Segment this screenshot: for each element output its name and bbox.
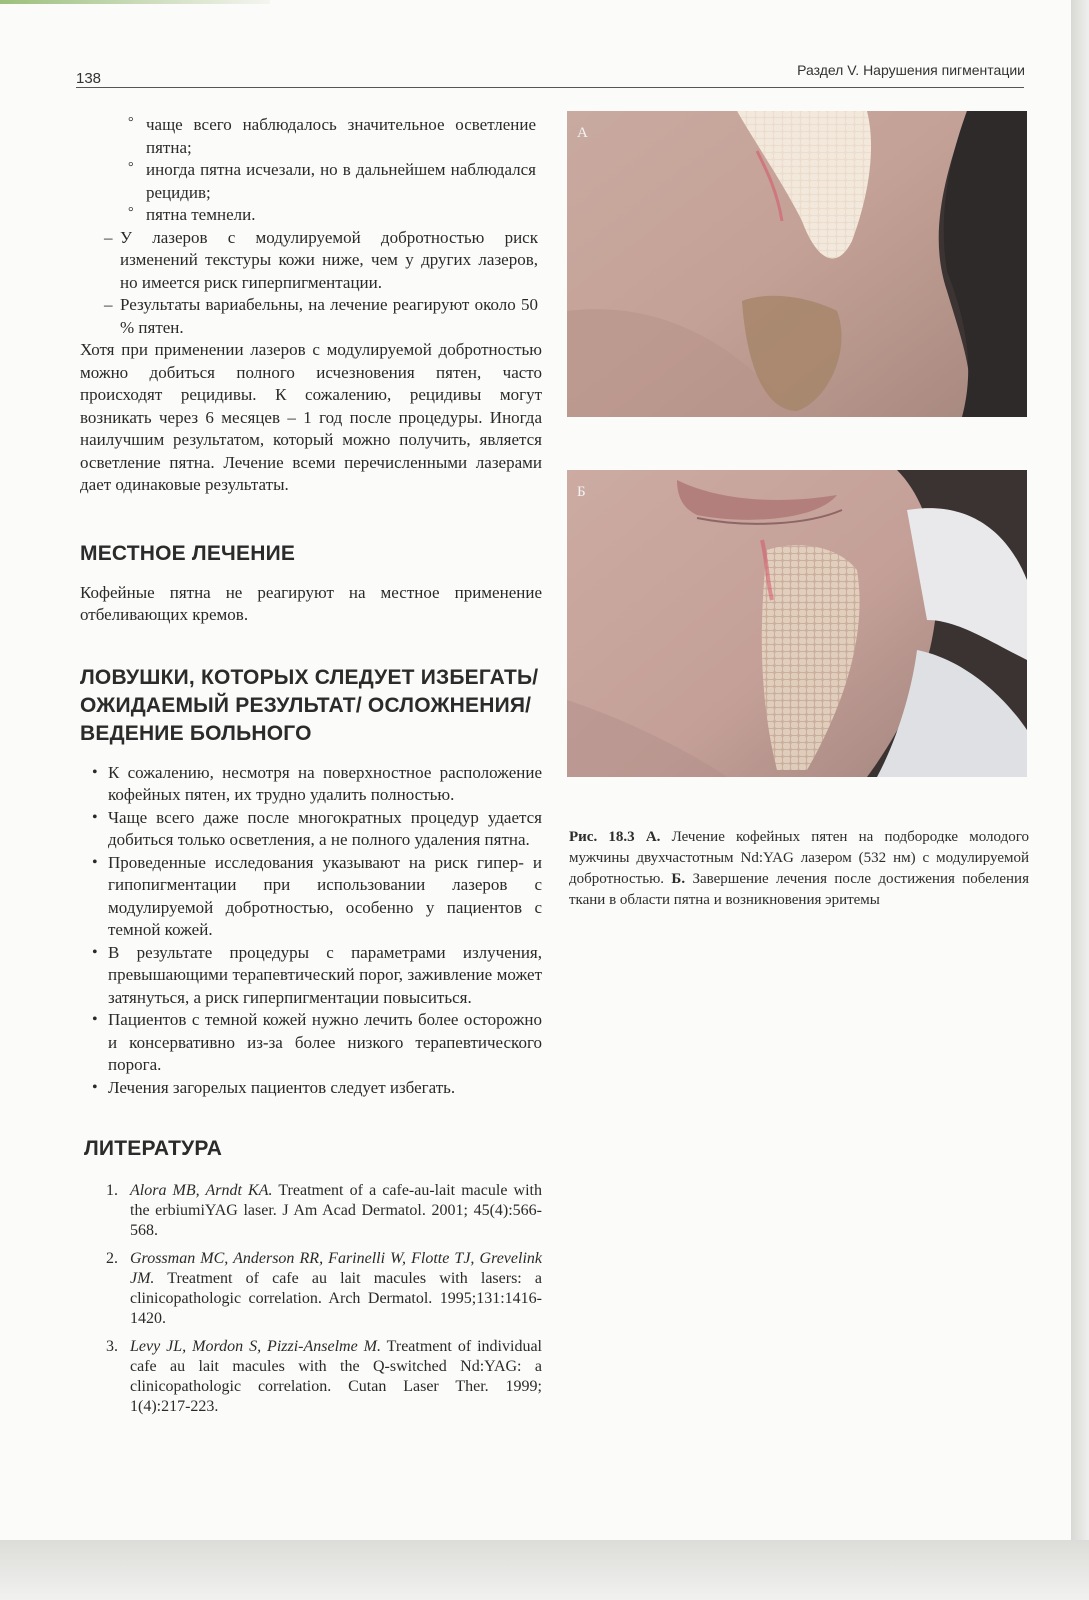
header-rule (76, 87, 1024, 88)
dash-list-item: – У лазеров с модулируемой добротностью риск изменений текстуры кожи ниже, чем у других лазеров, но имеется риск гиперпигментации. (80, 227, 542, 295)
dash-list (80, 227, 542, 340)
reference-item (80, 1249, 542, 1329)
scan-top-tint (0, 0, 270, 4)
photo-label-b: Б (577, 484, 586, 500)
reference-item (80, 1337, 542, 1417)
reference-number: 1. (106, 1182, 118, 1199)
page-bottom-shadow (0, 1540, 1089, 1600)
pitfalls-list (80, 762, 542, 1100)
dash-list-item: – Результаты вариабельны, на лечение реагируют около 50 % пятен. (80, 294, 542, 339)
pitfalls-item: • Проведенные исследования указывают на риск гипер- и гипопигментации при использовании лазеров с модулируемой добротностью, особенно у пациентов с темной кожей. (80, 852, 542, 942)
sub-list-item: ° чаще всего наблюдалось значительное осветление пятна; (80, 114, 542, 159)
caption-b-lead: Б. (671, 871, 686, 887)
reference-number: 3. (106, 1338, 118, 1355)
caption-b-text: Завершение лечения после достижения побеления ткани в области пятна и возникновения эритемы (569, 871, 1029, 908)
heading-pitfalls: ЛОВУШКИ, КОТОРЫХ СЛЕДУЕТ ИЗБЕГАТЬ/ ОЖИДАЕМЫЙ РЕЗУЛЬТАТ/ ОСЛОЖНЕНИЯ/ ВЕДЕНИЕ БОЛЬНОГО (80, 665, 539, 745)
page-number: 138 (76, 70, 102, 87)
figure-caption (569, 827, 1029, 911)
page-edge-shadow (1071, 0, 1089, 1600)
caption-a-text: Лечение кофейных пятен на подбородке молодого мужчины двухчастотным Nd:YAG лазером (532 нм) с модулируемой добротностью. (569, 829, 1030, 887)
pitfalls-item: • В результате процедуры с параметрами излучения, превышающими терапевтический порог, заживление может затянуться, а риск гиперпигментации повыситься. (80, 942, 542, 1010)
reference-authors: Alora MB, Arndt KA. (130, 1182, 273, 1199)
left-column (80, 114, 542, 1425)
reference-text: Treatment of a cafe-au-lait macule with the erbiumiYAG laser. J Am Acad Dermatol. 2001; 45(4):566-568. (130, 1182, 542, 1239)
chin-photo-b-image (567, 470, 1027, 777)
reference-text: Treatment of individual cafe au lait macules with the Q-switched Nd:YAG: a clinicopathologic correlation. Cutan Laser Ther. 1999; 1(4):217-223. (130, 1338, 542, 1415)
heading-local-treatment: МЕСТНОЕ ЛЕЧЕНИЕ (80, 541, 296, 565)
reference-text: Treatment of cafe au lait macules with lasers: a clinicopathologic correlation. Arch Dermatol. 1995;131:1416-1420. (130, 1270, 542, 1327)
reference-number: 2. (106, 1250, 118, 1267)
local-treatment-text: Кофейные пятна не реагируют на местное применение отбеливающих кремов. (80, 582, 542, 624)
reference-authors: Grossman MC, Anderson RR, Farinelli W, Flotte TJ, Grevelink JM. (130, 1250, 542, 1287)
figure-photo-b (567, 470, 1027, 777)
pitfalls-item: • Пациентов с темной кожей нужно лечить более осторожно и консервативно из-за более низкого терапевтического порога. (80, 1009, 542, 1077)
pitfalls-item: • Чаще всего даже после многократных процедур удается добиться только осветления, а не полного удаления пятна. (80, 807, 542, 852)
caption-lead: Рис. 18.3 А. (569, 829, 661, 845)
sub-list-item: ° иногда пятна исчезали, но в дальнейшем наблюдался рецидив; (80, 159, 542, 204)
pitfalls-item: • К сожалению, несмотря на поверхностное расположение кофейных пятен, их трудно удалить полностью. (80, 762, 542, 807)
pitfalls-item: • Лечения загорелых пациентов следует избегать. (80, 1077, 542, 1100)
photo-label-a: А (577, 125, 588, 141)
running-head: Раздел V. Нарушения пигментации (797, 62, 1025, 78)
reference-authors: Levy JL, Mordon S, Pizzi-Anselme M. (130, 1338, 381, 1355)
sub-list (80, 114, 542, 227)
heading-literature: ЛИТЕРАТУРА (84, 1137, 223, 1160)
sub-list-item: ° пятна темнели. (80, 204, 542, 227)
figure-photo-a (567, 111, 1027, 417)
references-list (80, 1181, 542, 1417)
reference-item (80, 1181, 542, 1241)
chin-photo-a-image (567, 111, 1027, 417)
body-paragraph: Хотя при применении лазеров с модулируемой добротностью можно добиться полного исчезновения пятен, часто происходят рецидивы. К сожалению, рецидивы могут возникать через 6 месяцев – 1 год после процедуры. Иногда наилучшим результатом, который можно получить, является осветление пятна. Лечение всеми перечисленными лазерами дает одинаковые результаты. (80, 340, 542, 494)
